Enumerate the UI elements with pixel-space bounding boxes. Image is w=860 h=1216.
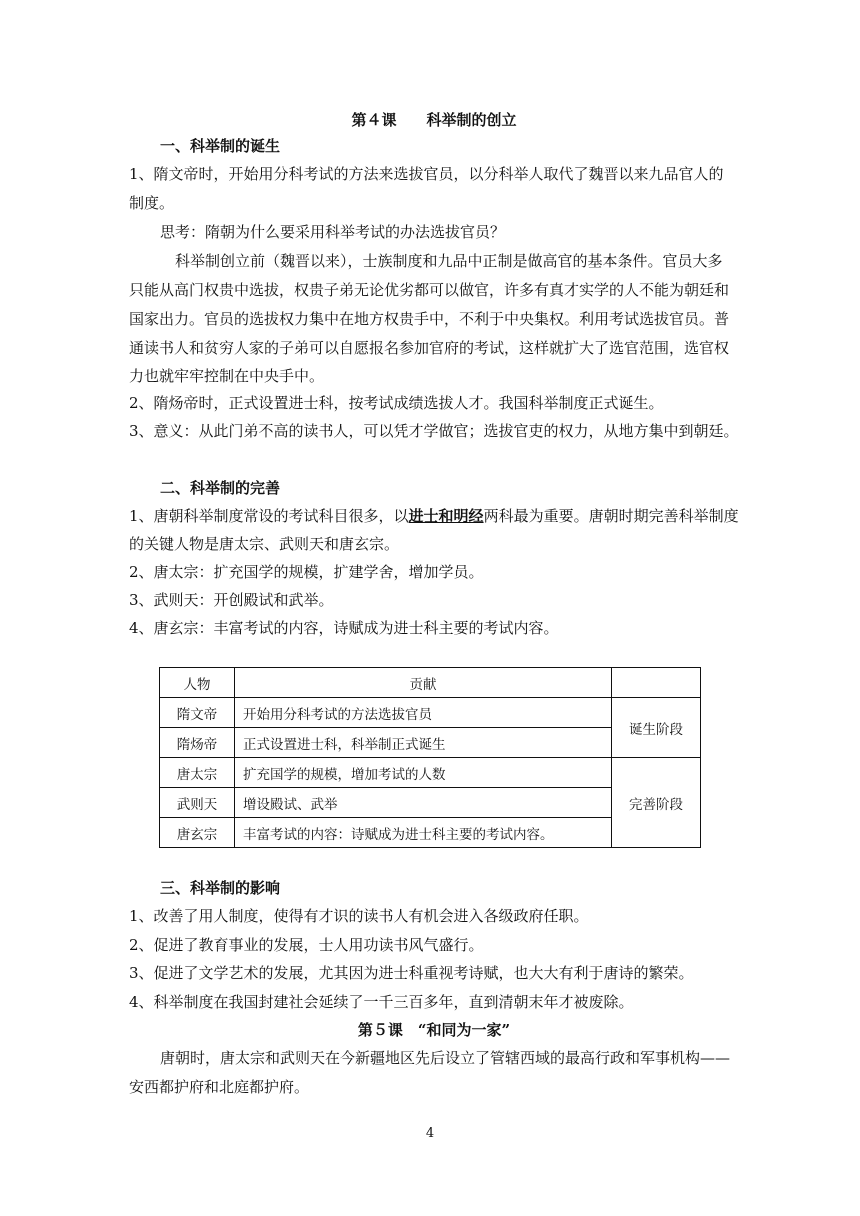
s3-item-4: 4、科举制度在我国封建社会延续了一千三百多年，直到清朝末年才被废除。 bbox=[129, 993, 634, 1011]
s3-item-3: 3、促进了文学艺术的发展，尤其因为进士科重视考诗赋，也大大有利于唐诗的繁荣。 bbox=[129, 964, 694, 982]
stage-cell-perfection: 完善阶段 bbox=[612, 758, 701, 848]
contribution-cell: 开始用分科考试的方法选拔官员 bbox=[235, 698, 612, 728]
person-cell: 唐太宗 bbox=[160, 758, 235, 788]
s2-item-1-pre: 1、唐朝科举制度常设的考试科目很多，以 bbox=[129, 507, 409, 525]
s2-item-4: 4、唐玄宗：丰富考试的内容，诗赋成为进士科主要的考试内容。 bbox=[129, 619, 559, 637]
s2-item-1-post: 两科最为重要。唐朝时期完善科举制度 bbox=[483, 507, 739, 525]
s1-item-3: 3、意义：从此门弟不高的读书人，可以凭才学做官；选拔官吏的权力，从地方集中到朝廷。 bbox=[129, 422, 739, 440]
s1-paragraph-line-2: 只能从高门权贵中选拔，权贵子弟无论优劣都可以做官，许多有真才实学的人不能为朝廷和 bbox=[129, 281, 730, 299]
person-cell: 武则天 bbox=[160, 788, 235, 818]
s1-item-1-line-1: 1、隋文帝时，开始用分科考试的方法来选拔官员，以分科举人取代了魏晋以来九品官人的 bbox=[129, 165, 724, 183]
page-number: 4 bbox=[425, 1126, 435, 1141]
s1-paragraph-line-5: 力也就牢牢控制在中央手中。 bbox=[129, 367, 325, 385]
s2-emphasis-jinshi-mingjing: 进士和明经 bbox=[408, 507, 484, 525]
contribution-table bbox=[159, 667, 701, 848]
lesson-5-paragraph-line-2: 安西都护府和北庭都护府。 bbox=[129, 1078, 310, 1096]
header-person: 人物 bbox=[160, 668, 235, 698]
stage-cell-birth: 诞生阶段 bbox=[612, 698, 701, 758]
table-row bbox=[160, 758, 701, 788]
contribution-cell: 正式设置进士科，科举制正式诞生 bbox=[235, 728, 612, 758]
lesson-5-paragraph-line-1: 唐朝时，唐太宗和武则天在今新疆地区先后设立了管辖西域的最高行政和军事机构—— bbox=[160, 1049, 731, 1067]
s3-item-2: 2、促进了教育事业的发展，士人用功读书风气盛行。 bbox=[129, 936, 484, 954]
s1-think-question: 思考：隋朝为什么要采用科举考试的办法选拔官员？ bbox=[160, 223, 506, 241]
contribution-cell: 增设殿试、武举 bbox=[235, 788, 612, 818]
section-3-heading: 三、科举制的影响 bbox=[160, 879, 281, 897]
table-row bbox=[160, 698, 701, 728]
contribution-cell: 扩充国学的规模，增加考试的人数 bbox=[235, 758, 612, 788]
s1-paragraph-line-4: 通读书人和贫穷人家的子弟可以自愿报名参加官府的考试，这样就扩大了选官范围，选官权 bbox=[129, 339, 730, 357]
s2-item-2: 2、唐太宗：扩充国学的规模，扩建学舍，增加学员。 bbox=[129, 563, 484, 581]
s2-item-3: 3、武则天：开创殿试和武举。 bbox=[129, 591, 334, 609]
contribution-cell: 丰富考试的内容：诗赋成为进士科主要的考试内容。 bbox=[235, 818, 612, 848]
s2-item-1-line-2: 的关键人物是唐太宗、武则天和唐玄宗。 bbox=[129, 535, 400, 553]
person-cell: 隋文帝 bbox=[160, 698, 235, 728]
section-1-heading: 一、科举制的诞生 bbox=[160, 137, 281, 155]
header-stage bbox=[612, 668, 701, 698]
s1-item-2: 2、隋炀帝时，正式设置进士科，按考试成绩选拔人才。我国科举制度正式诞生。 bbox=[129, 394, 664, 412]
s2-item-1-line-1 bbox=[129, 506, 739, 526]
s1-paragraph-line-3: 国家出力。官员的选拔权力集中在地方权贵手中，不利于中央集权。利用考试选拔官员。普 bbox=[129, 310, 730, 328]
table-header-row bbox=[160, 668, 701, 698]
s1-item-1-line-2: 制度。 bbox=[129, 194, 175, 212]
s1-paragraph-line-1: 科举制创立前（魏晋以来），士族制度和九品中正制是做高官的基本条件。官员大多 bbox=[175, 252, 723, 270]
person-cell: 唐玄宗 bbox=[160, 818, 235, 848]
lesson-5-title: 第５课 “和同为一家” bbox=[357, 1021, 511, 1039]
lesson-4-title: 第４课 科举制的创立 bbox=[351, 111, 517, 129]
person-cell: 隋炀帝 bbox=[160, 728, 235, 758]
header-contribution: 贡献 bbox=[235, 668, 612, 698]
s3-item-1: 1、改善了用人制度，使得有才识的读书人有机会进入各级政府任职。 bbox=[129, 907, 589, 925]
section-2-heading: 二、科举制的完善 bbox=[160, 479, 281, 497]
